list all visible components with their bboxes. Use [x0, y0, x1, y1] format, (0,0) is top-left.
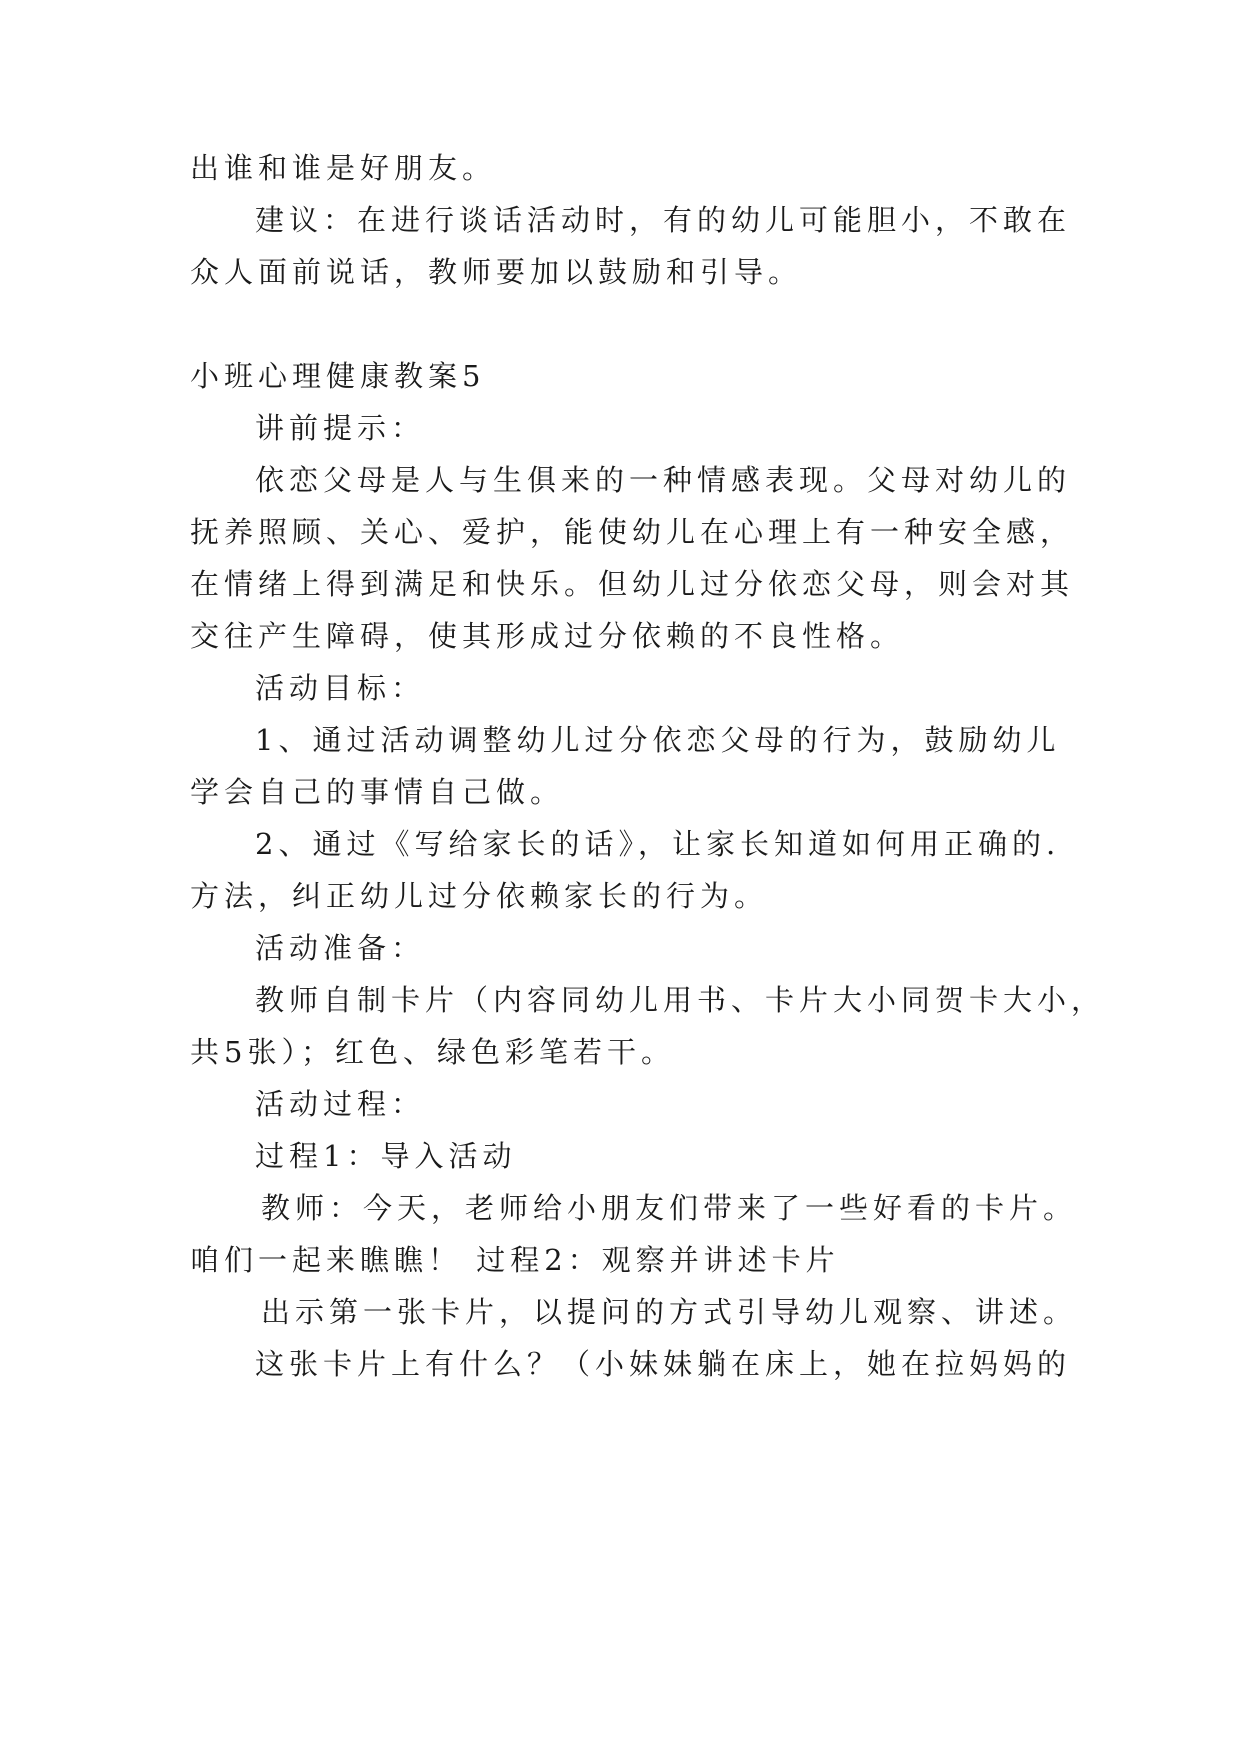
text-line: 建议：在进行谈话活动时，有的幼儿可能胆小，不敢在: [255, 203, 1072, 237]
text-line: 活动准备：: [255, 931, 426, 965]
text-line: 教师：今天，老师给小朋友们带来了一些好看的卡片。: [261, 1191, 1078, 1225]
section-title: 小班心理健康教案5: [190, 359, 486, 393]
text-line: 过程1：导入活动: [255, 1139, 517, 1173]
text-line: 教师自制卡片（内容同幼儿用书、卡片大小同贺卡大小，: [255, 983, 1106, 1017]
text-line: 学会自己的事情自己做。: [190, 775, 565, 809]
text-line: 出谁和谁是好朋友。: [190, 151, 497, 185]
text-line: 共5张）；红色、绿色彩笔若干。: [190, 1035, 675, 1069]
text-line: 1、通过活动调整幼儿过分依恋父母的行为，鼓励幼儿: [255, 723, 1061, 757]
text-line: 依恋父母是人与生俱来的一种情感表现。父母对幼儿的: [255, 463, 1072, 497]
text-line: 活动过程：: [255, 1087, 426, 1121]
text-line: 咱们一起来瞧瞧！ 过程2：观察并讲述卡片: [190, 1243, 840, 1277]
text-line: 讲前提示：: [255, 411, 426, 445]
text-line: 交往产生障碍，使其形成过分依赖的不良性格。: [190, 619, 905, 653]
text-line: 众人面前说话，教师要加以鼓励和引导。: [190, 255, 803, 289]
text-line: 2、通过《写给家长的话》，让家长知道如何用正确的.: [255, 827, 1061, 861]
text-line: 这张卡片上有什么？（小妹妹躺在床上，她在拉妈妈的: [255, 1347, 1072, 1381]
text-line: 活动目标：: [255, 671, 426, 705]
text-line: 在情绪上得到满足和快乐。但幼儿过分依恋父母，则会对其: [190, 567, 1075, 601]
text-line: 出示第一张卡片，以提问的方式引导幼儿观察、讲述。: [261, 1295, 1078, 1329]
text-line: 抚养照顾、关心、爱护，能使幼儿在心理上有一种安全感，: [190, 515, 1075, 549]
text-line: 方法，纠正幼儿过分依赖家长的行为。: [190, 879, 769, 913]
